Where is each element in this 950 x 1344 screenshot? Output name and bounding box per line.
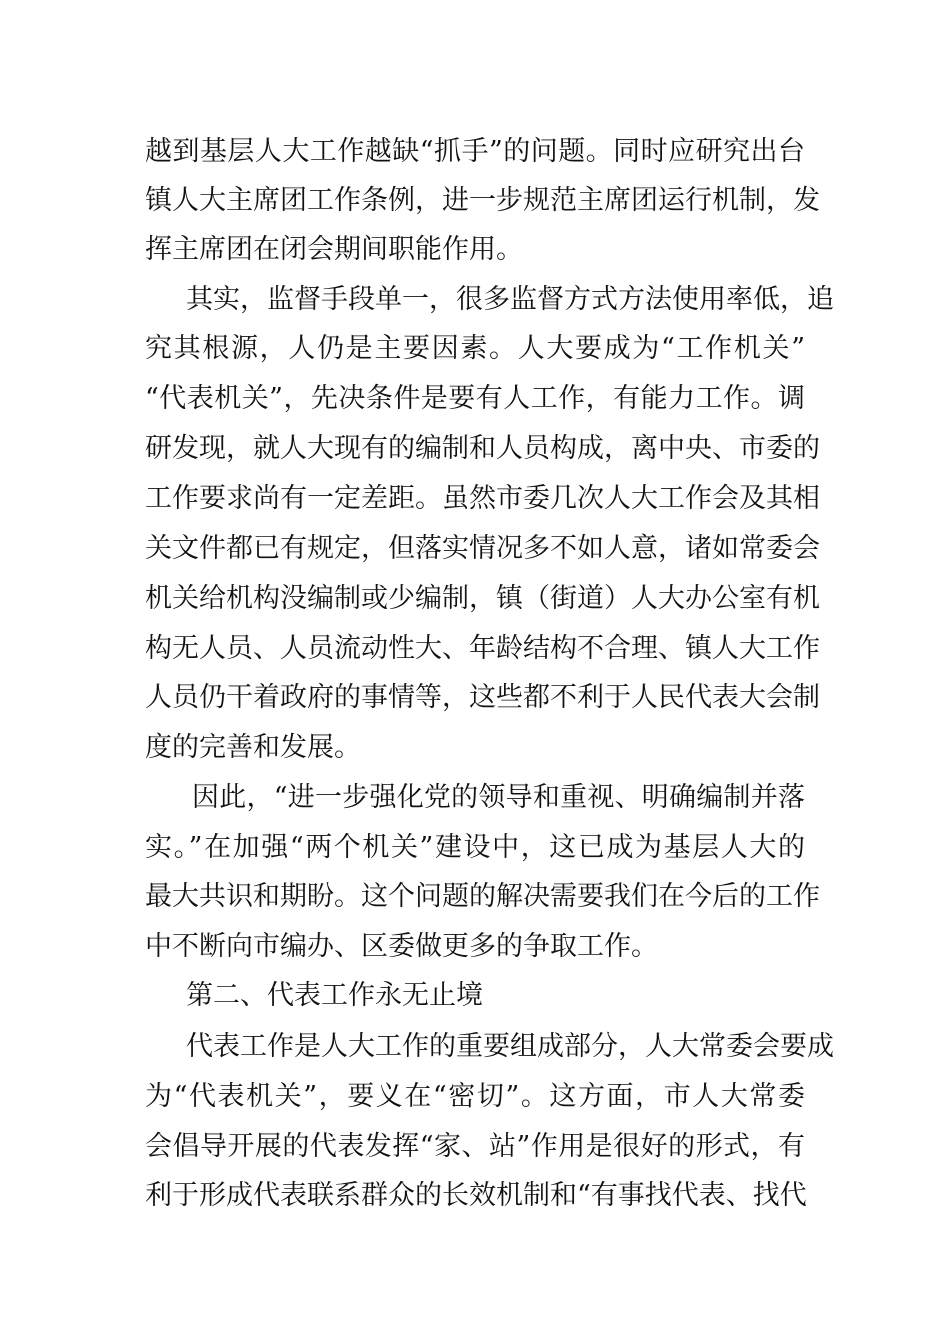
- section-heading: 第二、代表工作永无止境: [186, 980, 483, 1011]
- text-line: 为“代表机关”，要义在“密切”。这方面，市人大常委: [145, 1081, 805, 1112]
- text-line: 机关给机构没编制或少编制，镇（街道）人大办公室有机: [145, 583, 820, 614]
- paragraph-first-line: 代表工作是人大工作的重要组成部分，人大常委会要成: [186, 1031, 834, 1062]
- text-line: 人员仍干着政府的事情等，这些都不利于人民代表大会制: [145, 682, 820, 713]
- text-line: 工作要求尚有一定差距。虽然市委几次人大工作会及其相: [145, 483, 820, 514]
- text-line: 利于形成代表联系群众的长效机制和“有事找代表、找代: [145, 1180, 807, 1211]
- text-line: 最大共识和期盼。这个问题的解决需要我们在今后的工作: [145, 881, 820, 912]
- text-line: 会倡导开展的代表发挥“家、站”作用是很好的形式，有: [145, 1131, 805, 1162]
- text-line: 度的完善和发展。: [145, 732, 361, 763]
- paragraph-first-line: 因此，“进一步强化党的领导和重视、明确编制并落: [192, 782, 805, 813]
- text-line: 究其根源，人仍是主要因素。人大要成为“工作机关”: [145, 333, 805, 364]
- text-line: 中不断向市编办、区委做更多的争取工作。: [145, 931, 658, 962]
- text-line: 关文件都已有规定，但落实情况多不如人意，诸如常委会: [145, 533, 820, 564]
- text-line: 挥主席团在闭会期间职能作用。: [145, 234, 523, 265]
- text-line: 越到基层人大工作越缺“抓手”的问题。同时应研究出台: [145, 136, 805, 167]
- text-line: “代表机关”，先决条件是要有人工作，有能力工作。调: [145, 383, 805, 414]
- paragraph-first-line: 其实，监督手段单一，很多监督方式方法使用率低，追: [186, 284, 834, 315]
- text-line: 实。”在加强“两个机关”建设中，这已成为基层人大的: [145, 832, 805, 863]
- text-line: 构无人员、人员流动性大、年龄结构不合理、镇人大工作: [145, 633, 820, 664]
- text-line: 镇人大主席团工作条例，进一步规范主席团运行机制，发: [145, 185, 820, 216]
- text-line: 研发现，就人大现有的编制和人员构成，离中央、市委的: [145, 433, 820, 464]
